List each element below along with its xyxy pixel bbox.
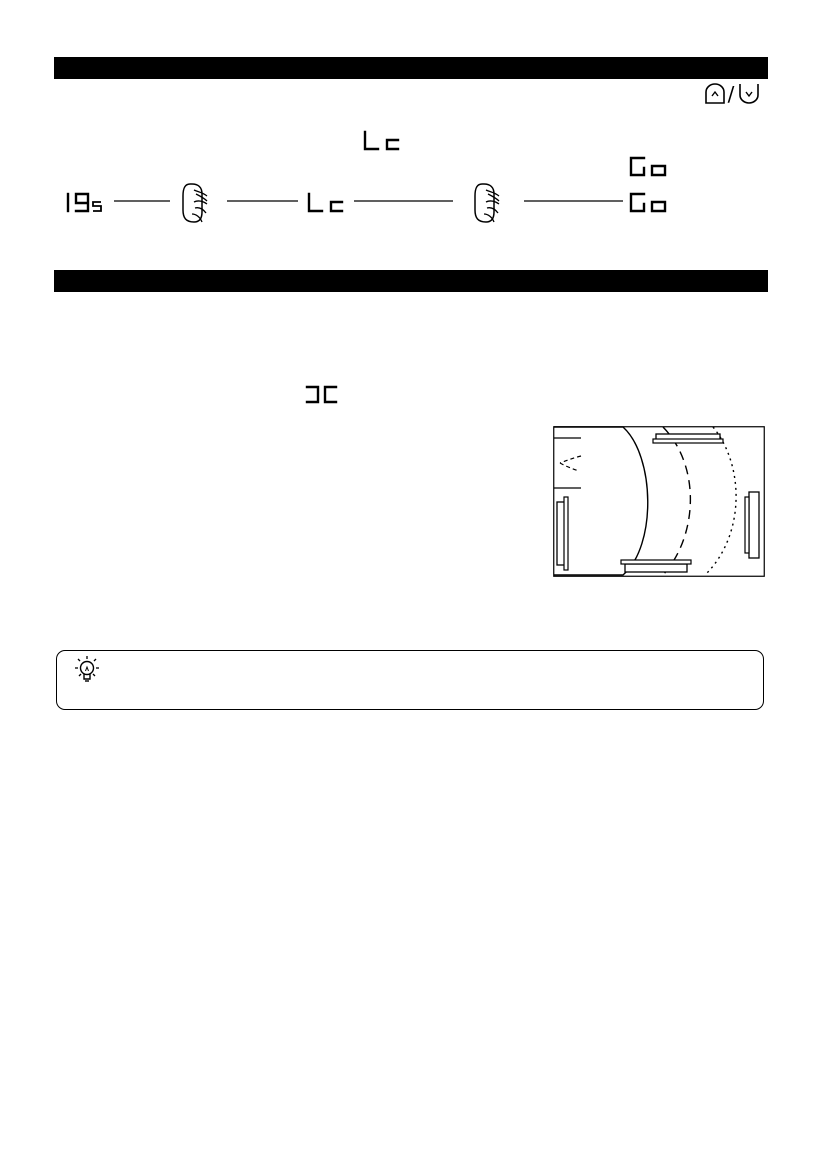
lightbulb-icon: [72, 655, 102, 685]
press-hand-icon-2: [475, 184, 499, 222]
drawer-door-swing-figure: [553, 426, 765, 577]
display-lc-top: [362, 130, 402, 152]
press-hand-icon-1: [183, 184, 207, 222]
separator-slash: /: [727, 82, 735, 106]
sequence-row: [60, 180, 760, 230]
display-19s: [68, 194, 101, 211]
up-down-key-icons: [704, 82, 770, 106]
display-go-sequence: [631, 194, 665, 211]
section-header-bar-1: [54, 57, 768, 79]
display-lc-sequence: [309, 194, 342, 211]
display-go-top: [628, 156, 670, 178]
display-bracket-symbol: [304, 385, 340, 405]
down-key-icon: [740, 84, 758, 103]
section-header-bar-2: [54, 270, 768, 292]
tip-box: [56, 650, 764, 710]
up-key-icon: [706, 84, 724, 103]
